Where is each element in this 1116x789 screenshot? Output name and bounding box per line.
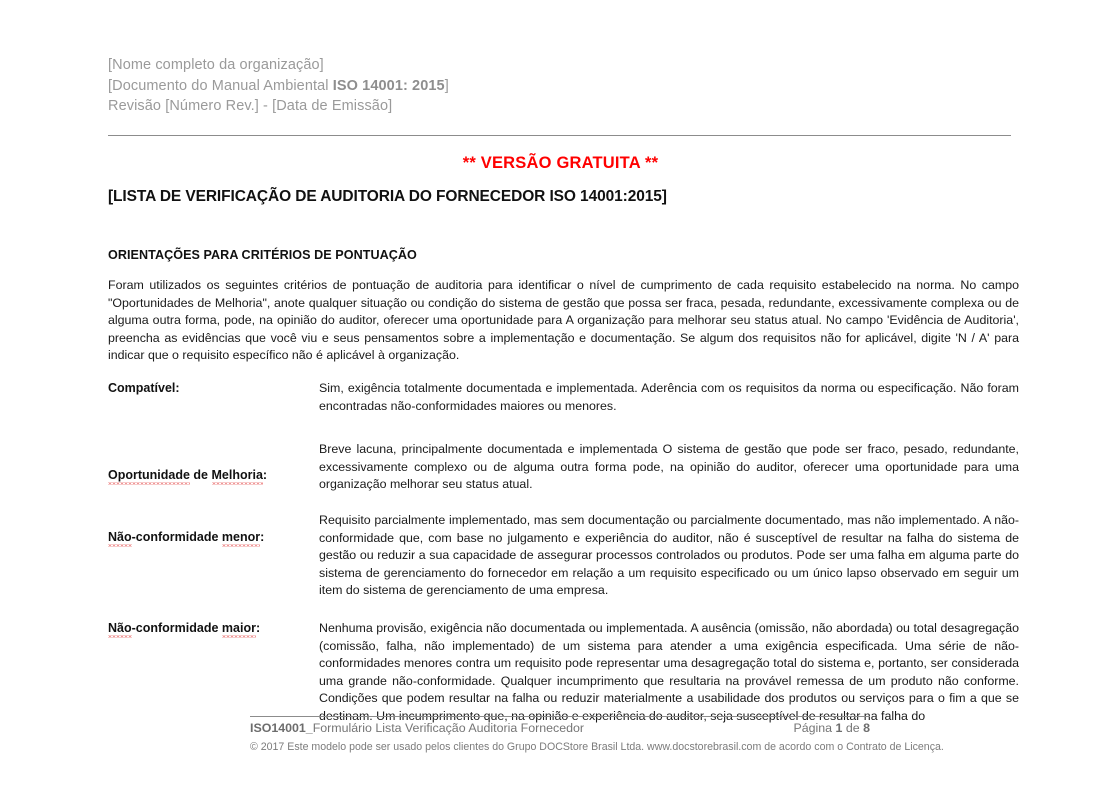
term-fragment: :	[255, 620, 261, 635]
header-manual-prefix: [Documento do Manual Ambiental	[108, 77, 333, 94]
definition-row-compativel	[108, 380, 1019, 415]
header-manual-document	[108, 76, 1013, 97]
footer-form-title: Formulário Lista Verificação Auditoria Fornecedor	[312, 721, 585, 735]
spellcheck-word: maior	[222, 621, 256, 638]
document-header	[108, 55, 1013, 117]
footer-page-indicator	[793, 721, 870, 735]
spellcheck-word: Não	[108, 530, 132, 547]
term-fragment: :	[260, 529, 265, 544]
definition-term-nao-conformidade-menor	[108, 512, 319, 547]
definition-description-nao-conformidade-maior: Nenhuma provisão, exigência não documentada ou implementada. A ausência (omissão, não abordada) ou total desagregação (comissão, falha, não implementado) de um sistema para atender a uma exigência especificada. Uma série de não-conformidades menores contra um requisito pode representar uma desagregação total do sistema e, portanto, ser considerada uma grande não-conformidade. Qualquer incumprimento que resultaria na provável remessa de um produto não conforme. Condições que podem resultar na falha ou reduzir materialmente a usabilidade dos produtos ou serviços para o fim a que se destinam. Um incumprimento que, na opinião e experiência do auditor, seja susceptível de resultar na falha do	[319, 620, 1019, 723]
term-fragment: de	[189, 468, 212, 483]
footer-form-code: ISO14001_	[250, 721, 313, 735]
page-of-label: de	[842, 721, 864, 735]
term-fragment: -conformidade	[131, 529, 222, 544]
section-heading-scoring-criteria: ORIENTAÇÕES PARA CRITÉRIOS DE PONTUAÇÃO	[108, 248, 417, 262]
spellcheck-word: Oportunidade	[108, 468, 190, 485]
term-fragment: -conformidade	[131, 620, 222, 635]
intro-paragraph: Foram utilizados os seguintes critérios de pontuação de auditoria para identificar o nível de cumprimento de cada requisito estabelecido na norma. No campo "Oportunidades de Melhoria", anote qualquer situação ou condição do sistema de gestão que possa ser fraca, pesada, redundante, excessivamente complexa ou de alguma outra forma, pode, na opinião do auditor, oferecer uma oportunidade para A organização para melhorar seu status atual. No campo 'Evidência de Auditoria', preencha as evidências que você viu e seus pensamentos sobre a implementação e documentação. Se algum dos requisitos não for aplicável, digite 'N / A' para indicar que o requisito específico não é aplicável à organização.	[108, 278, 1019, 363]
definition-row-oportunidade-de-melhoria	[108, 441, 1019, 494]
footer-form-name	[250, 721, 584, 735]
definition-row-nao-conformidade-maior	[108, 620, 1019, 726]
free-version-banner: ** VERSÃO GRATUITA **	[462, 154, 659, 172]
definition-row-nao-conformidade-menor	[108, 512, 1019, 600]
term-fragment: :	[262, 468, 268, 483]
page-label: Página	[793, 721, 836, 735]
definition-term-oportunidade-de-melhoria	[108, 441, 319, 485]
definition-term-compativel: Compatível:	[108, 381, 180, 395]
page-total: 8	[863, 721, 870, 735]
header-organization-name: [Nome completo da organização]	[108, 57, 324, 73]
definition-list	[108, 380, 1019, 726]
spellcheck-word: Não	[108, 621, 132, 638]
footer-copyright-notice: © 2017 Este modelo pode ser usado pelos clientes do Grupo DOCStore Brasil Ltda. www.docstorebrasil.com de acordo com o Contrato de Licença.	[250, 741, 944, 753]
definition-description-oportunidade-de-melhoria: Breve lacuna, principalmente documentada e implementada O sistema de gestão que pode ser fraco, pesado, redundante, excessivamente complexo ou de alguma outra forma pode, na opinião do auditor, oferecer uma oportunidade para uma organização melhorar seu status atual.	[319, 442, 1019, 492]
header-revision-info: Revisão [Número Rev.] - [Data de Emissão]	[108, 98, 393, 114]
definition-description-nao-conformidade-menor: Requisito parcialmente implementado, mas sem documentação ou parcialmente documentado, mas não implementado. A não-conformidade que, com base no julgamento e experiência do auditor, não é susceptível de resultar na falha do sistema de gestão ou reduzir a sua capacidade de assegurar processos controlados ou produtos. Pode ser uma falha em alguma parte do sistema de gerenciamento do fornecedor em relação a um requisito especificado ou um único lapso observado em seguir um item do sistema de gerenciamento de uma empresa.	[319, 512, 1019, 598]
definition-term-nao-conformidade-maior	[108, 620, 319, 638]
header-standard-code: ISO 14001: 2015	[332, 77, 445, 94]
footer-divider-rule	[250, 716, 870, 717]
header-divider-rule	[108, 135, 1011, 136]
spellcheck-word: menor	[222, 530, 260, 547]
page-number: 1	[835, 721, 843, 735]
spellcheck-word: Melhoria	[212, 468, 263, 485]
document-footer	[250, 721, 870, 735]
definition-description-compativel: Sim, exigência totalmente documentada e implementada. Aderência com os requisitos da norma ou especificação. Não foram encontradas não-conformidades maiores ou menores.	[319, 381, 1019, 413]
page-title: [LISTA DE VERIFICAÇÃO DE AUDITORIA DO FORNECEDOR ISO 14001:2015]	[108, 188, 667, 205]
header-manual-suffix: ]	[444, 77, 449, 94]
